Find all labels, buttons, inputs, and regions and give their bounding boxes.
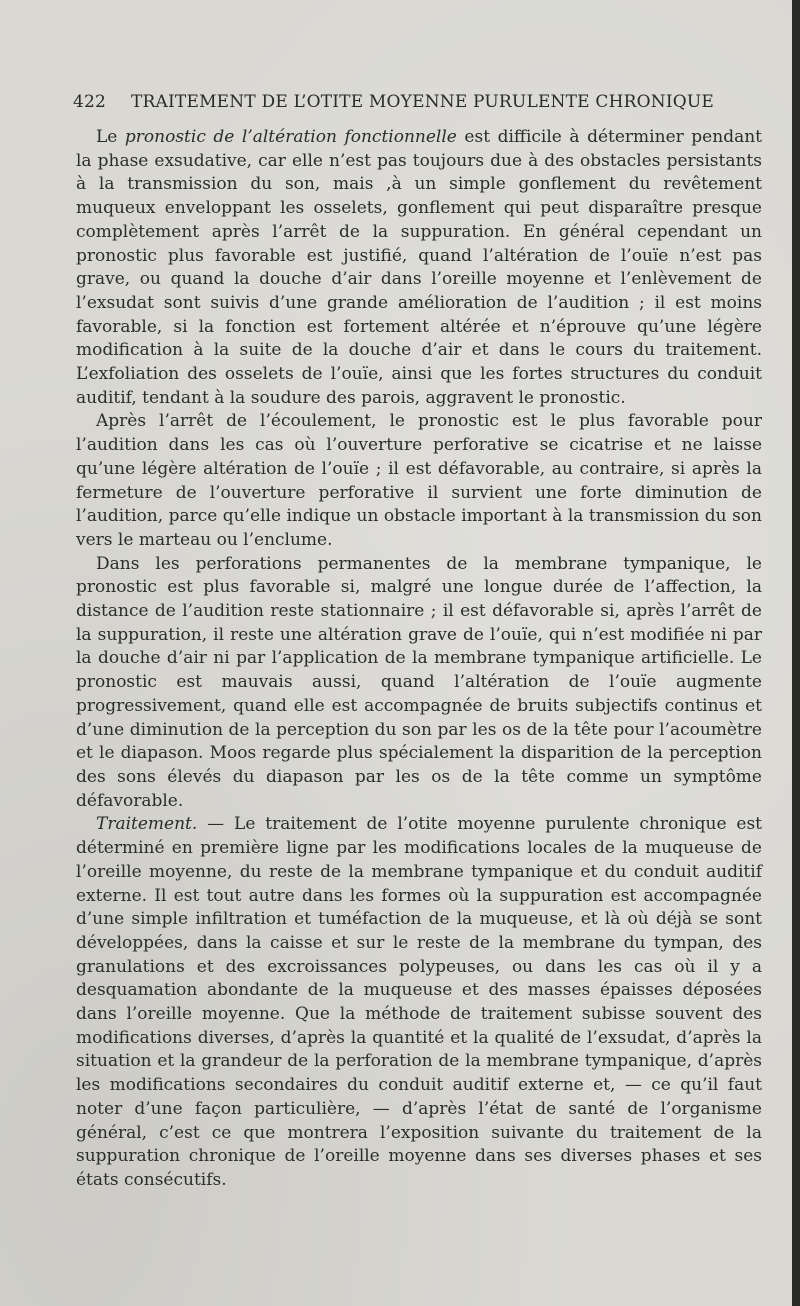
body-text	[76, 126, 762, 1193]
paragraph-prognosis-exudative	[76, 126, 762, 410]
italic-term: pronostic de l’altération fonctionnelle	[124, 127, 457, 147]
paragraph-lead: Le	[96, 127, 125, 147]
paragraph-treatment	[76, 813, 762, 1192]
page-number: 422	[73, 92, 107, 112]
paragraph-permanent-perforations	[76, 553, 762, 814]
paragraph-text: est difficile à déterminer pendant la phase exsudative, car elle n’est pas toujours due à des obstacles persistants à la transmission du son, mais ,à un simple gonflement du revêtement muqueux enveloppant les osselets, gonflement qui peut disparaître presque complètement après l’arrêt de la suppuration. En général cependant un pronostic plus favorable est justifié, quand l’altération de l’ouïe n’est pas grave, ou quand la douche d’air dans l’oreille moyenne et l’enlèvement de l’exsudat sont suivis d’une grande amélioration de l’audition ; il est moins favorable, si la fonction est fortement altérée et n’éprouve qu’une légère modification à la suite de la douche d’air et dans le cours du traitement. L’exfoliation des osselets de l’ouïe, ainsi que les fortes structures du conduit auditif, tendant à la soudure des parois, aggravent le pronostic.	[76, 127, 762, 408]
paragraph-text: Après l’arrêt de l’écoulement, le pronostic est le plus favorable pour l’audition dans les cas où l’ouverture perforative se cicatrise et ne laisse qu’une légère altération de l’ouïe ; il est défavorable, au contraire, si après la fermeture de l’ouverture perforative il survient une forte diminution de l’audition, parce qu’elle indique un obstacle important à la transmission du son vers le marteau ou l’enclume.	[76, 411, 762, 550]
scan-edge	[792, 0, 800, 1306]
paragraph-after-discharge	[76, 410, 762, 552]
page-header	[73, 92, 765, 118]
paragraph-text: — Le traitement de l’otite moyenne purulente chronique est déterminé en première ligne par les modifications locales de la muqueuse de l’oreille moyenne, du reste de la membrane tympanique et du conduit auditif externe. Il est tout autre dans les formes où la suppuration est accompagnée d’une simple infiltration et tuméfaction de la muqueuse, et là où déjà se sont développées, dans la caisse et sur le reste de la membrane du tympan, des granulations et des excroissances polypeuses, ou dans les cas où il y a desquamation abondante de la muqueuse et des masses épaisses déposées dans l’oreille moyenne. Que la méthode de traitement subisse souvent des modifications diverses, d’après la quantité et la qualité de l’exsudat, d’après la situation et la grandeur de la perforation de la membrane tympanique, d’après les modifications secondaires du conduit auditif externe et, — ce qu’il faut noter d’une façon particulière, — d’après l’état de santé de l’organisme général, c’est ce que montrera l’exposition suivante du traitement de la suppuration chronique de l’oreille moyenne dans ses diverses phases et ses états consécutifs.	[76, 814, 762, 1190]
paragraph-text: Dans les perforations permanentes de la membrane tympanique, le pronostic est plus favorable si, malgré une longue durée de l’affection, la distance de l’audition reste stationnaire ; il est défavorable si, après l’arrêt de la suppuration, il reste une altération grave de l’ouïe, qui n’est modifiée ni par la douche d’air ni par l’application de la membrane tympanique artificielle. Le pronostic est mauvais aussi, quand l’altération de l’ouïe augmente progressivement, quand elle est accompagnée de bruits subjectifs continus et d’une diminution de la perception du son par les os de la tête pour l’acoumètre et le diapason. Moos regarde plus spécialement la disparition de la perception des sons élevés du diapason par les os de la tête comme un symptôme défavorable.	[76, 553, 762, 811]
running-title: TRAITEMENT DE L’OTITE MOYENNE PURULENTE CHRONIQUE	[131, 92, 715, 112]
section-heading-italic: Traitement.	[96, 814, 198, 835]
